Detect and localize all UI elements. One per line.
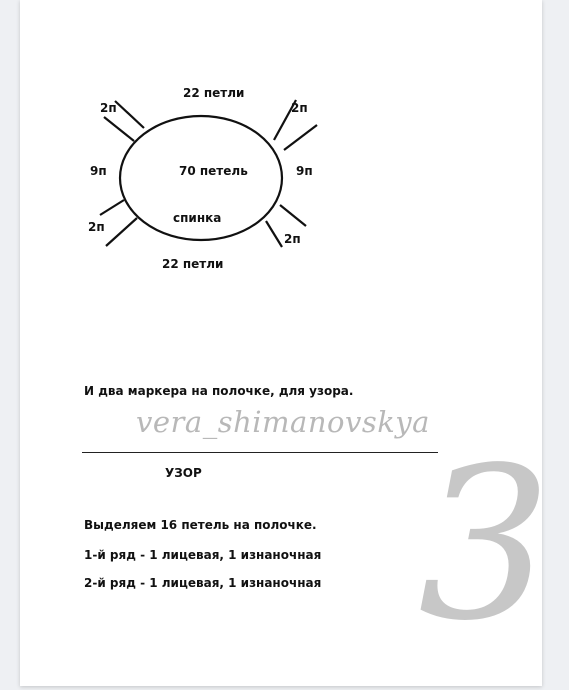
top-right-line-2: [284, 125, 317, 150]
right-side-label: 9п: [296, 164, 313, 178]
watermark: vera_shimanovskya: [136, 405, 430, 439]
top-left-line-2: [115, 101, 144, 128]
top-left-label: 2п: [100, 101, 117, 115]
bottom-left-line-2: [106, 218, 137, 246]
row-1-instruction: 1-й ряд - 1 лицевая, 1 изнаночная: [84, 548, 322, 562]
pattern-heading: УЗОР: [165, 466, 202, 480]
markers-line: И два маркера на полочке, для узора.: [84, 384, 354, 398]
bottom-right-line-2: [266, 221, 282, 247]
bottom-stitch-label: 22 петли: [162, 257, 224, 271]
top-right-label: 2п: [291, 101, 308, 115]
top-left-line-1: [104, 117, 134, 141]
bottom-right-line-1: [280, 205, 306, 226]
back-label: спинка: [173, 211, 222, 225]
row-2-instruction: 2-й ряд - 1 лицевая, 1 изнаночная: [84, 576, 322, 590]
stitch-diagram: [20, 0, 542, 300]
top-stitch-label: 22 петли: [183, 86, 245, 100]
bottom-right-label: 2п: [284, 232, 301, 246]
left-side-label: 9п: [90, 164, 107, 178]
center-stitch-label: 70 петель: [179, 164, 248, 178]
bottom-left-line-1: [100, 200, 124, 215]
bottom-left-label: 2п: [88, 220, 105, 234]
page-number: 3: [418, 422, 552, 667]
divider-line: [82, 452, 438, 453]
document-page: [20, 0, 552, 686]
select-stitches-line: Выделяем 16 петель на полочке.: [84, 518, 317, 532]
